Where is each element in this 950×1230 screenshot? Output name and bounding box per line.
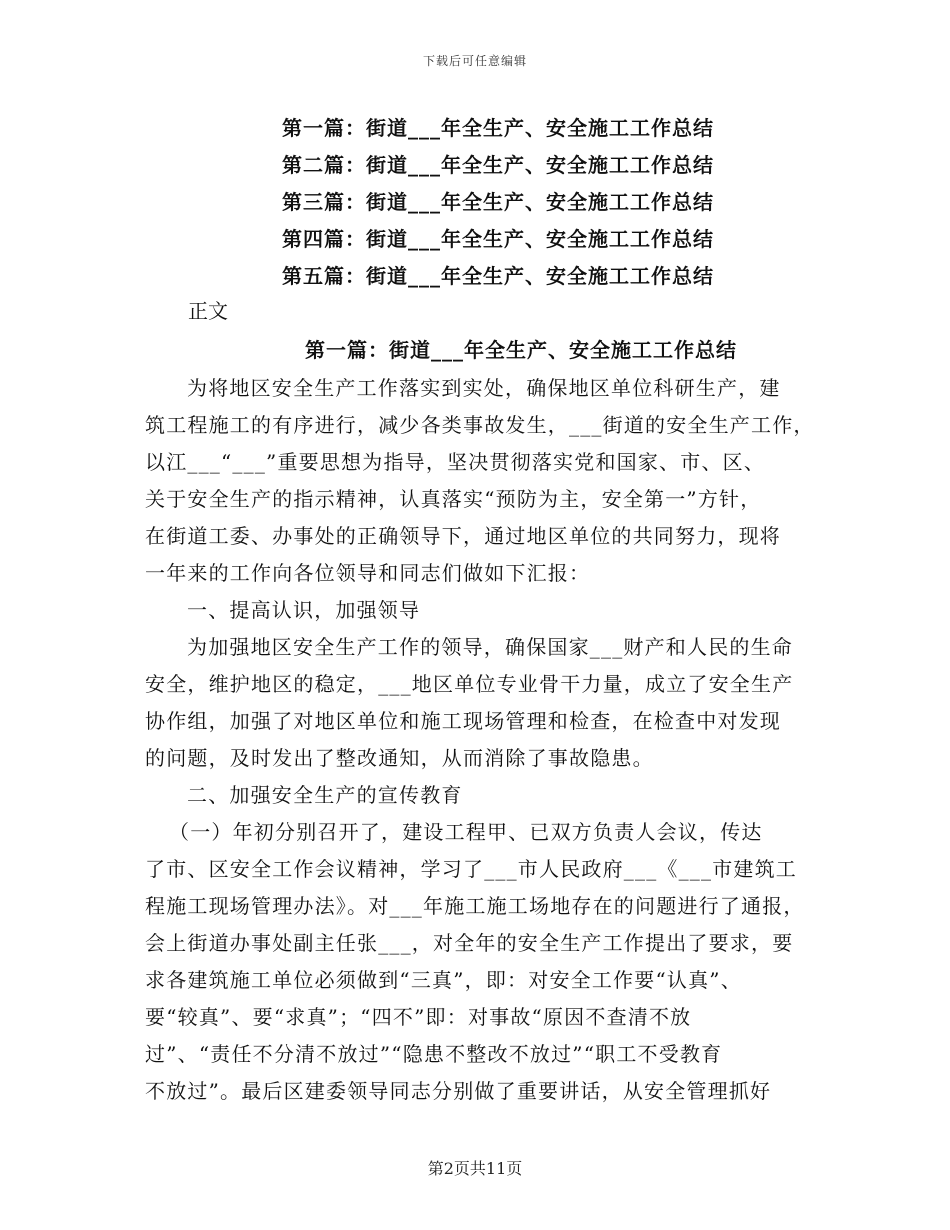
- body-line: 协作组，加强了对地区单位和施工现场管理和检查，在检查中对发现: [145, 709, 781, 733]
- page-footer: 第2页共11页: [427, 1159, 523, 1178]
- body-line: 以江___“___”重要思想为指导，坚决贯彻落实党和国家、市、区、: [145, 450, 766, 474]
- body-line: 的问题，及时发出了整改通知，从而消除了事故隐患。: [145, 746, 654, 770]
- body-line: （一）年初分别召开了，建设工程甲、已双方负责人会议，传达: [169, 820, 763, 844]
- body-line: 在街道工委、办事处的正确领导下，通过地区单位的共同努力，现将: [145, 524, 781, 548]
- article-body: [145, 370, 815, 1110]
- body-line: 会上街道办事处副主任张___，对全年的安全生产工作提出了要求，要: [145, 931, 794, 955]
- body-line: 为加强地区安全生产工作的领导，确保国家___财产和人民的生命: [187, 635, 793, 659]
- body-line: 程施工现场管理办法》。对___年施工施工场地存在的问题进行了通报，: [145, 894, 805, 918]
- body-line: 了市、区安全工作会议精神，学习了___市人民政府___《___市建筑工: [145, 857, 797, 881]
- body-label: 正文: [188, 299, 228, 323]
- table-of-contents: [0, 110, 950, 295]
- article-title: 第一篇：街道___年全生产、安全施工工作总结: [305, 338, 737, 362]
- body-line: 要“较真”、要“求真”；“四不”即：对事故“原因不查清不放: [145, 1005, 692, 1029]
- toc-item-1: 第一篇：街道___年全生产、安全施工工作总结: [282, 116, 714, 140]
- body-line: 不放过”。最后区建委领导同志分别做了重要讲话，从安全管理抓好: [145, 1079, 772, 1103]
- body-line: 求各建筑施工单位必须做到“三真”，即：对安全工作要“认真”、: [145, 968, 742, 992]
- body-line: 筑工程施工的有序进行，减少各类事故发生，___街道的安全生产工作，: [145, 413, 815, 437]
- section-heading: 一、提高认识，加强领导: [187, 598, 421, 622]
- page-header: 下载后可任意编辑: [422, 54, 527, 68]
- body-line: 一年来的工作向各位领导和同志们做如下汇报：: [145, 561, 591, 585]
- section-heading: 二、加强安全生产的宣传教育: [187, 783, 463, 807]
- toc-item-4: 第四篇：街道___年全生产、安全施工工作总结: [282, 227, 714, 251]
- toc-item-2: 第二篇：街道___年全生产、安全施工工作总结: [282, 153, 714, 177]
- body-line: 为将地区安全生产工作落实到实处，确保地区单位科研生产，建: [187, 376, 781, 400]
- toc-item-3: 第三篇：街道___年全生产、安全施工工作总结: [282, 190, 714, 214]
- body-line: 关于安全生产的指示精神，认真落实“预防为主，安全第一”方针，: [145, 487, 762, 511]
- body-line: 过”、“责任不分清不放过”“隐患不整改不放过”“职工不受教育: [145, 1042, 723, 1066]
- body-line: 安全，维护地区的稳定，___地区单位专业骨干力量，成立了安全生产: [145, 672, 794, 696]
- toc-item-5: 第五篇：街道___年全生产、安全施工工作总结: [282, 264, 714, 288]
